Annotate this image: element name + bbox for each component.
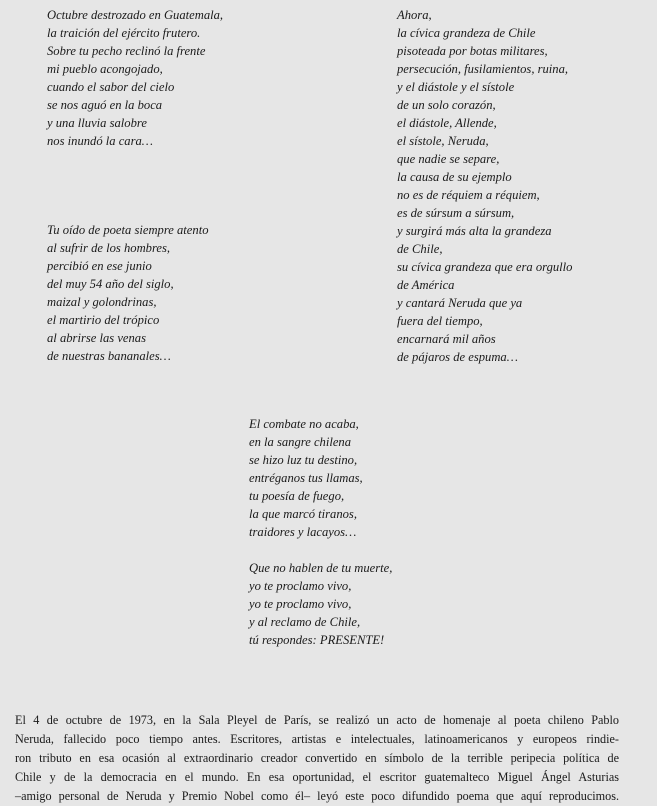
- poem-line: Sobre tu pecho reclinó la frente: [47, 44, 206, 58]
- poem-stanza-left-2: [47, 221, 209, 365]
- poem-line: de un solo corazón,: [397, 98, 496, 112]
- poem-stanza-center-1: [249, 415, 363, 541]
- poem-line: no es de réquiem a réquiem,: [397, 188, 540, 202]
- poem-stanza-right-1: [397, 6, 572, 366]
- poem-line: maizal y golondrinas,: [47, 295, 157, 309]
- poem-line: yo te proclamo vivo,: [249, 579, 352, 593]
- poem-line: tu poesía de fuego,: [249, 489, 345, 503]
- poem-line: que nadie se separe,: [397, 152, 500, 166]
- poem-line: el sístole, Neruda,: [397, 134, 489, 148]
- poem-stanza-left-1: [47, 6, 223, 150]
- note-line: ron tributo en esa ocasión al extraordinario creador convertido en símbolo de la terrible peripecia política de: [15, 751, 619, 765]
- poem-line: y una lluvia salobre: [47, 116, 147, 130]
- poem-line: es de súrsum a súrsum,: [397, 206, 515, 220]
- poem-line: la cívica grandeza de Chile: [397, 26, 536, 40]
- poem-line: El combate no acaba,: [249, 417, 359, 431]
- poem-line: del muy 54 año del siglo,: [47, 277, 174, 291]
- poem-line: percibió en ese junio: [47, 259, 152, 273]
- poem-line: de pájaros de espuma…: [397, 350, 518, 364]
- poem-line: al abrirse las venas: [47, 331, 146, 345]
- poem-line: cuando el sabor del cielo: [47, 80, 175, 94]
- poem-line: y el diástole y el sístole: [397, 80, 515, 94]
- poem-line: Que no hablen de tu muerte,: [249, 561, 393, 575]
- poem-line: la que marcó tiranos,: [249, 507, 357, 521]
- note-line: Neruda, fallecido poco tiempo antes. Escritores, artistas e intelectuales, latinoamericanos y europeos rindie-: [15, 732, 619, 746]
- poem-line: y cantará Neruda que ya: [397, 296, 523, 310]
- poem-line: persecución, fusilamientos, ruina,: [397, 62, 569, 76]
- poem-line: y surgirá más alta la grandeza: [397, 224, 552, 238]
- poem-line: traidores y lacayos…: [249, 525, 357, 539]
- poem-line: tú respondes: PRESENTE!: [249, 633, 385, 647]
- poem-line: Octubre destrozado en Guatemala,: [47, 8, 224, 22]
- poem-line: la causa de su ejemplo: [397, 170, 512, 184]
- editorial-note: [15, 711, 619, 806]
- poem-line: nos inundó la cara…: [47, 134, 154, 148]
- poem-line: en la sangre chilena: [249, 435, 352, 449]
- poem-line: la traición del ejército frutero.: [47, 26, 201, 40]
- poem-line: pisoteada por botas militares,: [397, 44, 548, 58]
- poem-line: mi pueblo acongojado,: [47, 62, 163, 76]
- poem-line: de nuestras bananales…: [47, 349, 171, 363]
- poem-line: Tu oído de poeta siempre atento: [47, 223, 209, 237]
- note-line: Chile y de la democracia en el mundo. En esa oportunidad, el escritor guatemalteco Miguel Ángel Asturias: [15, 770, 619, 784]
- poem-line: y al reclamo de Chile,: [249, 615, 361, 629]
- poem-line: de América: [397, 278, 455, 292]
- poem-line: se nos aguó en la boca: [47, 98, 163, 112]
- poem-line: fuera del tiempo,: [397, 314, 483, 328]
- poem-line: encarnará mil años: [397, 332, 496, 346]
- note-line: El 4 de octubre de 1973, en la Sala Pleyel de París, se realizó un acto de homenaje al poeta chileno Pablo: [15, 713, 619, 727]
- poem-line: el martirio del trópico: [47, 313, 160, 327]
- poem-line: al sufrir de los hombres,: [47, 241, 171, 255]
- poem-line: el diástole, Allende,: [397, 116, 497, 130]
- poem-line: su cívica grandeza que era orgullo: [397, 260, 573, 274]
- poem-line: yo te proclamo vivo,: [249, 597, 352, 611]
- poem-stanza-center-2: [249, 559, 392, 649]
- poem-line: Ahora,: [397, 8, 432, 22]
- poem-line: entréganos tus llamas,: [249, 471, 363, 485]
- note-line: –amigo personal de Neruda y Premio Nobel como él– leyó este poco difundido poema que aquí reproducimos.: [15, 789, 619, 803]
- poem-line: de Chile,: [397, 242, 443, 256]
- poem-line: se hizo luz tu destino,: [249, 453, 358, 467]
